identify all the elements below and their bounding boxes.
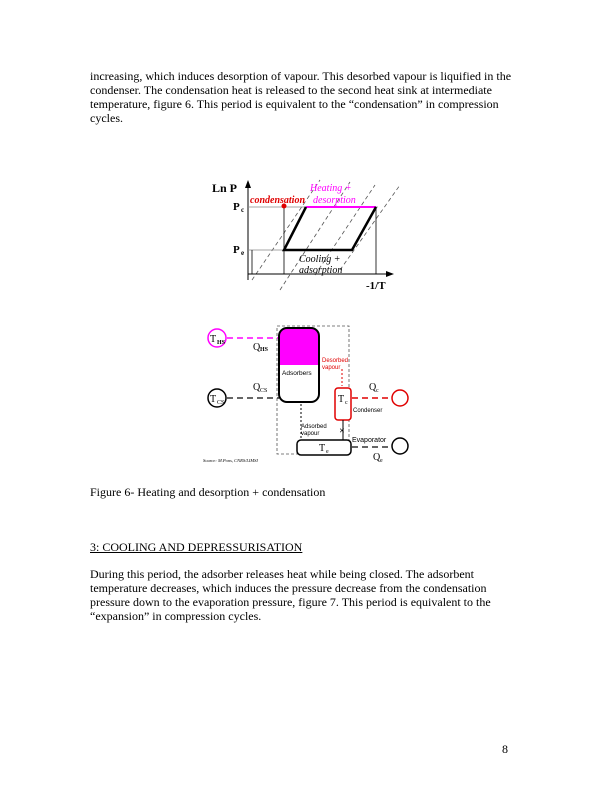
valve-icon: ✕ [339,427,345,435]
ln-p-diagram [200,170,400,300]
tc-label: T [338,394,345,405]
body-paragraph [90,69,522,125]
qe-label: Q [373,452,381,463]
condenser-label: Condenser [353,408,383,414]
paragraph-text: During this period, the adsorber releases heat while being closed. The adsorbent temperature decreases, which induces the pressure decrease from the condensation pressure down to the evaporation pressure, figure 7. This period is equivalent to the “expansion” in compression cycles. [90,567,491,623]
ths-sub: HS [217,340,226,346]
qc-sub: c [376,388,379,394]
desorbed-label: Desorbed [322,358,349,364]
tc-sub: c [345,400,348,406]
y-axis-label: Ln P [212,181,238,195]
heating-label: Heating + [310,183,352,194]
pe-label: P [233,244,240,256]
pc-sub: c [241,206,245,214]
pe-sub: e [241,249,245,257]
cooling-label: Cooling + [299,254,341,265]
tcs-label: T [210,394,217,405]
qcs-label: Q [253,382,261,393]
adsorption-system-diagram [195,320,425,470]
desorbed-vapour-label: vapour [322,365,341,371]
adsorbed-vapour-label: vapour [301,431,320,437]
evaporator-label: Evaporator [352,437,387,444]
tcs-sub: CS [217,400,225,406]
source-credit: Source: M.Pons, CNRS/LIMSI [203,458,258,463]
pc-label: P [233,201,240,213]
qhs-label: Q [253,342,261,353]
qc-label: Q [369,382,377,393]
qe-sub: e [380,458,383,464]
te-sub: e [326,449,329,455]
adsorbers-label: Adsorbers [282,370,312,377]
ths-label: T [210,334,217,345]
qcs-sub: CS [260,388,268,394]
adsorbed-label: Adsorbed [301,424,327,430]
body-paragraph [90,567,522,623]
section-heading: 3: COOLING AND DEPRESSURISATION [90,540,303,554]
x-axis-label: -1/T [366,280,386,292]
figure-caption: Figure 6- Heating and desorption + condensation [90,485,326,499]
condensation-label: condensation [250,195,306,206]
page-number: 8 [502,742,508,756]
qhs-sub: HS [260,347,269,353]
te-label: T [319,443,326,454]
paragraph-text: increasing, which induces desorption of vapour. This desorbed vapour is liquified in the condenser. The condensation heat is released to the second heat sink at intermediate temperature, figure 6. This period is equivalent to the “condensation” in compression cycles. [90,69,512,125]
desorption-label: desorption [313,195,356,206]
adsorption-label: adsorption [299,265,343,276]
